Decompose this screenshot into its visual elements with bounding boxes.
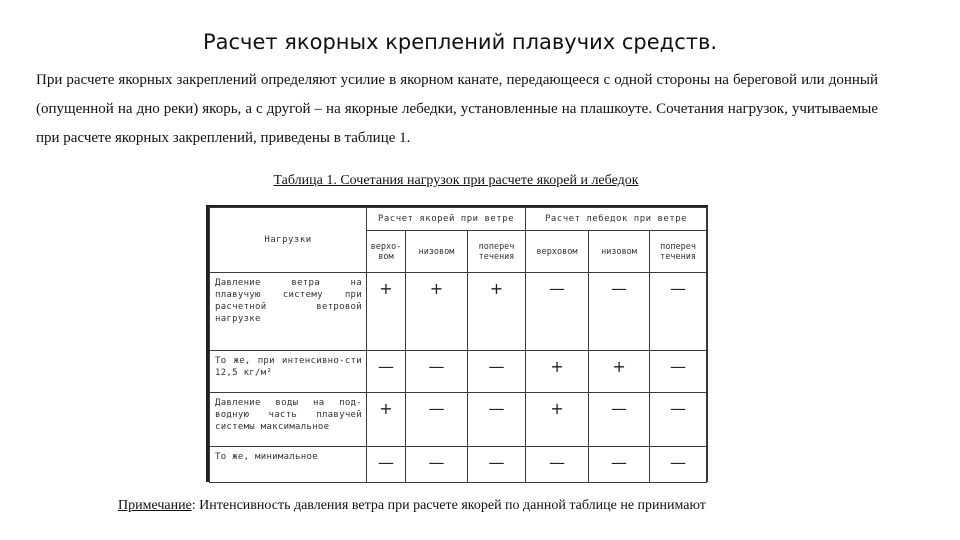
header-loads: Нагрузки (210, 208, 367, 273)
table-row (210, 351, 707, 393)
table-cell: — (468, 447, 526, 483)
row-label: Давление ветра на плавучую систему при расчетной ветровой нагрузке (210, 273, 367, 351)
table-cell: — (650, 447, 707, 483)
table-row (210, 393, 707, 447)
table-row (210, 273, 707, 351)
row-label: То же, минимальное (210, 447, 367, 483)
row-label: То же, при интенсивно-сти 12,5 кг/м² (210, 351, 367, 393)
table-cell: — (650, 393, 707, 447)
table-cell: + (367, 393, 406, 447)
table-cell: — (367, 351, 406, 393)
header-anchor-crosswind: попереч течения (468, 231, 526, 273)
table-cell: — (589, 447, 650, 483)
header-anchor-downwind: низовом (406, 231, 468, 273)
table-cell: + (406, 273, 468, 351)
table-cell: + (468, 273, 526, 351)
header-anchor-upwind: верхо-вом (367, 231, 406, 273)
table-cell: + (526, 393, 589, 447)
table-cell: — (526, 273, 589, 351)
page-title: Расчет якорных креплений плавучих средств. (202, 30, 718, 54)
table-cell: — (406, 351, 468, 393)
table-cell: — (589, 273, 650, 351)
table-cell: — (406, 447, 468, 483)
table-cell: — (526, 447, 589, 483)
header-anchor-group: Расчет якорей при ветре (367, 208, 526, 231)
table-cell: — (468, 351, 526, 393)
table-cell: — (650, 351, 707, 393)
table-cell: + (367, 273, 406, 351)
body-paragraph: При расчете якорных закреплений определяют усилие в якорном канате, передающееся с одной стороны на береговой или донный (опущенной на дно реки) якорь, а с другой – на якорные лебедки, установленные на плашкоуте. Сочетания нагрузок, учитываемые при расчете якорных закреплений, приведены в таблице 1. (36, 72, 878, 146)
note-label: Примечание (118, 498, 192, 513)
header-winch-crosswind: попереч течения (650, 231, 707, 273)
table-cell: — (589, 393, 650, 447)
header-winch-downwind: низовом (589, 231, 650, 273)
row-label: Давление воды на под-водную часть плавучей системы максимальное (210, 393, 367, 447)
table-cell: + (526, 351, 589, 393)
table-cell: — (406, 393, 468, 447)
load-combination-table (206, 205, 708, 482)
note-text: : Интенсивность давления ветра при расчете якорей по данной таблице не принимают (191, 498, 706, 513)
table-cell: — (650, 273, 707, 351)
table-note (118, 498, 918, 514)
header-winch-upwind: верховом (526, 231, 589, 273)
table-cell: + (589, 351, 650, 393)
header-winch-group: Расчет лебедок при ветре (526, 208, 707, 231)
table-row (210, 447, 707, 483)
table-cell: — (468, 393, 526, 447)
table-cell: — (367, 447, 406, 483)
table-caption: Таблица 1. Сочетания нагрузок при расчете якорей и лебедок (273, 173, 639, 188)
